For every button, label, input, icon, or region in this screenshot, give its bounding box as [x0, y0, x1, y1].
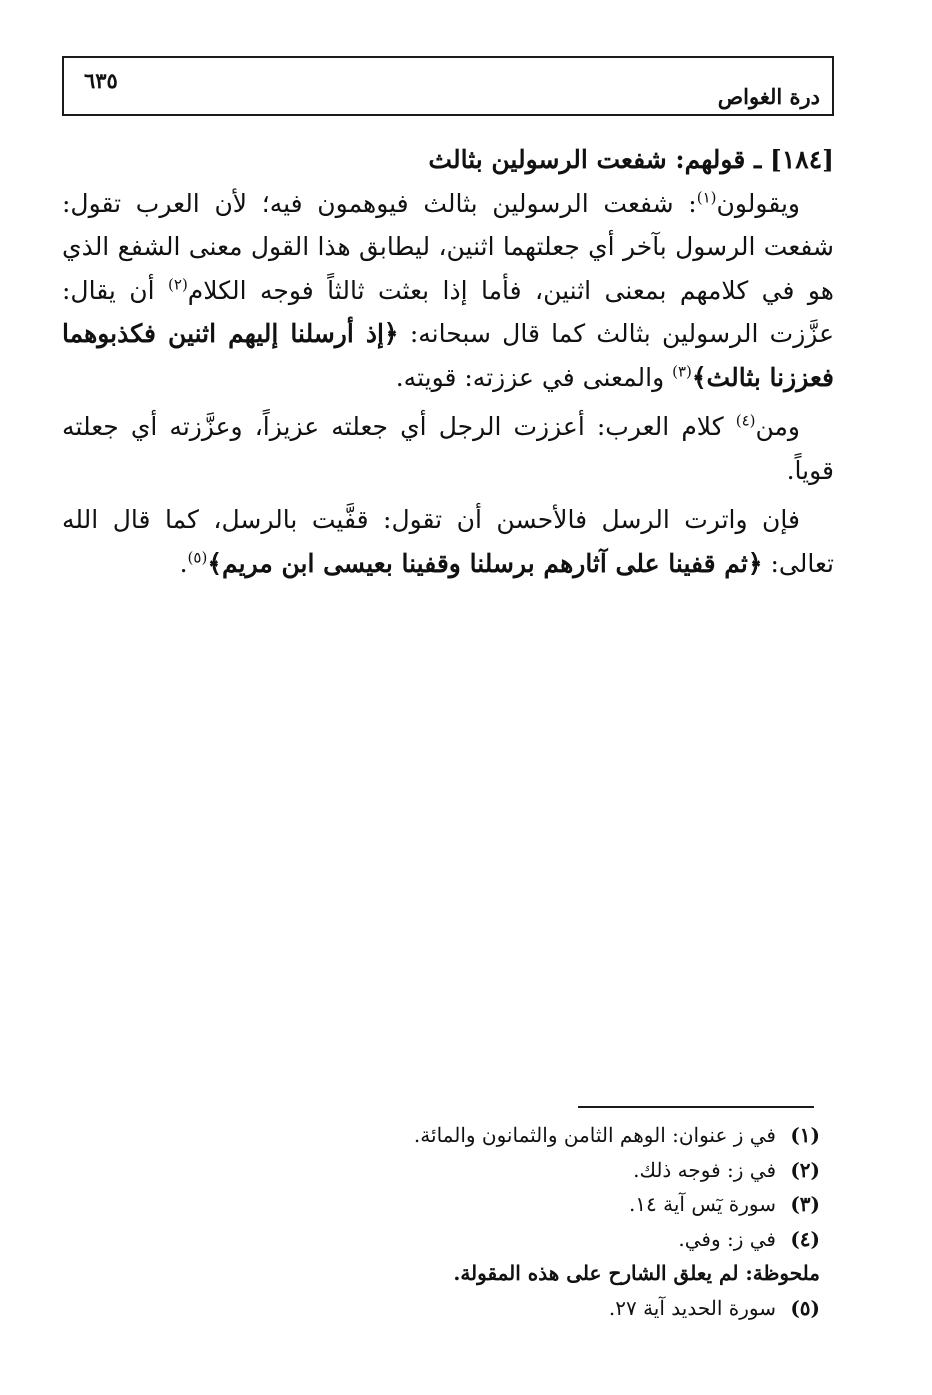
- text-run: ويقولون: [716, 188, 800, 218]
- footnote-ref: (٥): [187, 548, 208, 567]
- footnote-item: [300, 1222, 820, 1257]
- footnote-ref: (٤): [735, 411, 756, 430]
- page-number: ٦٣٥: [84, 68, 118, 93]
- text-run: .: [179, 548, 188, 578]
- text-run: والمعنى في عززته: قويته.: [395, 362, 673, 392]
- footnote-item: [300, 1153, 820, 1188]
- footnote-ref: (١): [696, 188, 717, 207]
- footnote-note: [300, 1256, 820, 1291]
- quran-quote: ﴿ثم قفينا على آثارهم برسلنا وقفينا بعيسى ابن مريم﴾: [207, 548, 763, 578]
- quran-quote: ﴿إذ أرسلنا إليهم اثنين فكذبوهما فعززنا بثالث﴾: [62, 319, 834, 392]
- text-run: كلام العرب: أعززت الرجل أي جعلته عزيزاً، وعزَّزته أي جعلته قوياً.: [62, 412, 834, 485]
- text-run: ومن: [755, 412, 800, 441]
- section-heading: [١٨٤] ـ قولهم: شفعت الرسولين بثالث: [428, 145, 834, 174]
- book-title: درة الغواص: [717, 84, 820, 109]
- paragraph-1: [62, 182, 834, 400]
- footnote-text: سورة الحديد آية ٢٧.: [608, 1295, 776, 1320]
- footnote-ref: (٢): [168, 275, 188, 294]
- footnote-item: [300, 1291, 820, 1326]
- footnote-number: (٥): [790, 1295, 820, 1320]
- footnote-number: (١): [790, 1123, 820, 1147]
- footnote-number: (٤): [790, 1226, 820, 1251]
- main-text: [62, 138, 834, 585]
- footnote-text: في ز: فوجه ذلك.: [633, 1157, 776, 1182]
- text-run: فإن واترت الرسل فالأحسن أن تقول: قفَّيت بالرسل، كما قال الله تعالى:: [62, 505, 834, 578]
- footnote-text: في ز عنوان: الوهم الثامن والثمانون والمائة.: [413, 1123, 776, 1147]
- footnote-ref: (٣): [672, 362, 692, 381]
- footnote-text: سورة يٓس آية ١٤.: [628, 1192, 776, 1216]
- footnote-item: [300, 1187, 820, 1222]
- footnote-item: [300, 1118, 820, 1153]
- footnote-divider: [578, 1106, 814, 1108]
- footnote-text: ملحوظة: لم يعلق الشارح على هذه المقولة.: [453, 1261, 820, 1285]
- footnotes: [300, 1118, 820, 1325]
- running-header: [62, 56, 834, 116]
- paragraph-2: [62, 405, 834, 492]
- paragraph-3: [62, 498, 834, 585]
- footnote-text: في ز: وفي.: [678, 1226, 776, 1251]
- text-run: : شفعت الرسولين بثالث فيوهمون فيه؛ لأن العرب تقول: شفعت الرسول بآخر أي جعلتهما اثنين، ليطابق هذا القول معنى الشفع الذي هو في كلامهم بمعنى اثنين، فأما إذا بعثت ثالثاً فوجه الكلام: [62, 188, 834, 305]
- footnote-number: (٣): [790, 1192, 820, 1216]
- footnote-number: (٢): [790, 1157, 820, 1182]
- text-run: أن يقال: عزَّزت الرسولين بثالث كما قال سبحانه:: [62, 275, 834, 348]
